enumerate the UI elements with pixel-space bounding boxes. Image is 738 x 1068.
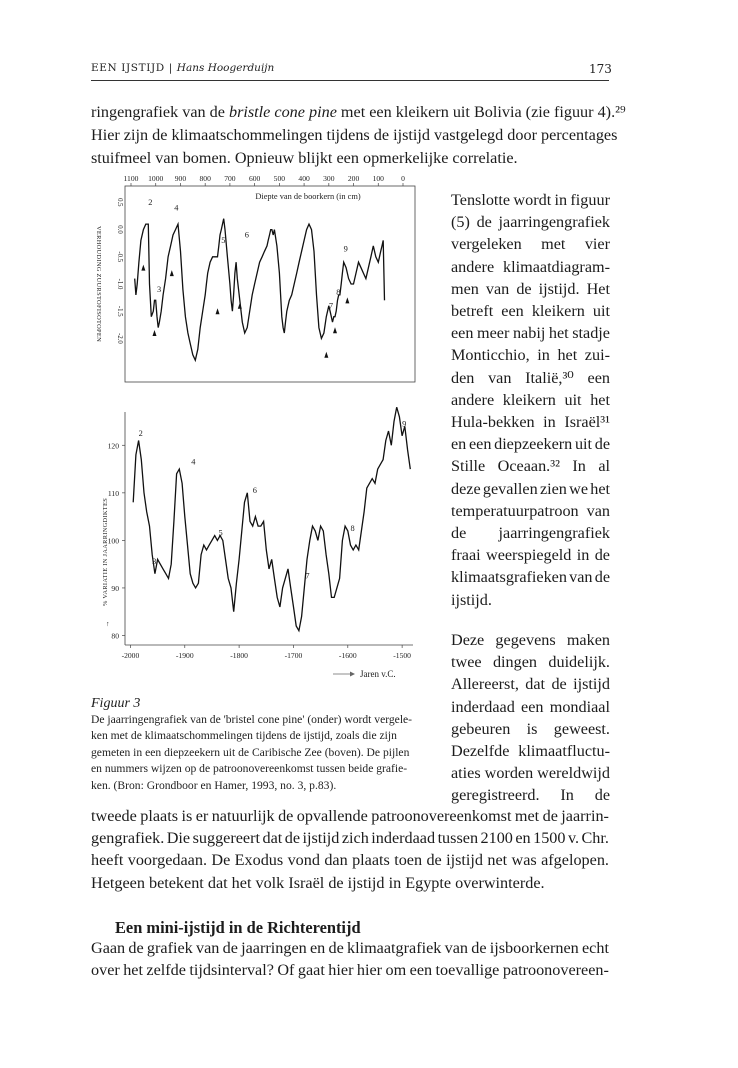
tree-ring-chart <box>102 407 413 679</box>
column-line: Stille Oceaan.³² In al <box>451 457 610 476</box>
tree-ring-annotation: 3 <box>152 557 157 567</box>
body-line: gengrafiek. Die suggereert dat de ijstijd zich inderdaad tussen 2100 en 1500 v. Chr. <box>91 829 609 848</box>
column-line: ijstijd. <box>451 590 492 609</box>
caption-line: gemeten in een diepzeekern uit de Caribische Zee (boven). De pijlen <box>91 745 410 759</box>
isotope-chart-title: Diepte van de boorkern (in cm) <box>255 192 361 201</box>
column-line: inderdaad een mondiaal <box>451 697 610 716</box>
caption-line: en nummers wijzen op de patroonovereenkomst tussen beide grafie- <box>91 762 408 776</box>
isotope-xtick-label: 1100 <box>123 174 139 183</box>
column-line: (5) de jaarringengrafiek <box>451 213 610 232</box>
tree-ring-series-line <box>133 407 410 631</box>
tree-ring-annotation: 7 <box>305 571 310 581</box>
body-line: heeft voorgedaan. De Exodus vond dan plaats toen de ijstijd net was afgelopen. <box>91 851 609 870</box>
tree-ring-ytick-label: 80 <box>111 631 119 641</box>
isotope-ytick-label: 0.5 <box>116 198 123 207</box>
isotope-xtick-label: 900 <box>174 174 187 183</box>
column-line: en een diepzeekern uit de <box>451 435 610 454</box>
running-header <box>91 62 274 74</box>
isotope-ytick-label: 0.0 <box>116 225 123 234</box>
intro-line-1: ringengrafiek van de bristle cone pine met een kleikern uit Bolivia (zie figuur 4).²⁹ <box>91 103 626 121</box>
tree-ring-ytick-label: 100 <box>107 536 119 546</box>
isotope-annotation: 2 <box>148 198 153 208</box>
column-line: geregistreerd. In de <box>451 786 610 805</box>
isotope-xtick-label: 1000 <box>148 174 164 183</box>
isotope-xtick-label: 100 <box>372 174 384 183</box>
isotope-arrow-icon <box>152 330 156 336</box>
column-line: Tenslotte wordt in figuur <box>451 191 610 209</box>
isotope-ytick-label: -0.5 <box>116 251 123 263</box>
isotope-annotation: 7 <box>328 301 334 311</box>
column-line: fraai weerspiegeld in de <box>451 546 610 565</box>
tree-ring-xtick-label: -1800 <box>230 651 248 660</box>
column-line: den van Italië,³⁰ een <box>451 368 610 387</box>
tree-ring-ylabel: % VARIATIE IN JAARRINGDIKTES <box>102 497 109 607</box>
body-line: tweede plaats is er natuurlijk de opvallende patroonovereenkomst met de jaarrin- <box>91 807 609 825</box>
isotope-annotation: 8 <box>336 287 341 297</box>
isotope-xtick-label: 400 <box>298 174 310 183</box>
isotope-ytick-label: -1.0 <box>116 278 123 290</box>
column-line: Dezelfde klimaatfluctu- <box>451 742 610 760</box>
isotope-arrow-icon <box>141 265 145 271</box>
column-line: deze gevallen zien we het <box>451 479 610 498</box>
caption-title: Figuur 3 <box>91 696 141 711</box>
isotope-arrow-icon <box>170 270 174 276</box>
isotope-annotation: 5 <box>221 236 226 246</box>
isotope-xtick-label: 200 <box>347 174 360 183</box>
caption-line: ken. (Bron: Grondboor en Hamer, 1993, no. 3, p.83). <box>91 778 337 792</box>
tree-ring-ytick-label: 90 <box>111 583 119 593</box>
tree-ring-xtick-label: -1500 <box>393 651 411 660</box>
running-author: Hans Hoogerduijn <box>176 62 275 74</box>
isotope-arrow-icon <box>333 327 337 333</box>
isotope-annotation: 4 <box>174 203 179 213</box>
tree-ring-annotation: 9 <box>402 419 407 429</box>
column-line: vergeleken met vier <box>451 235 610 254</box>
isotope-xtick-label: 800 <box>199 174 211 183</box>
isotope-chart-frame <box>125 186 415 382</box>
isotope-annotation: 9 <box>343 244 348 254</box>
isotope-xtick-label: 700 <box>224 174 236 183</box>
intro-line-3: stuifmeel van bomen. Opnieuw blijkt een opmerkelijke correlatie. <box>91 149 518 167</box>
column-line: andere kleikern uit het <box>451 390 610 409</box>
isotope-xtick-label: 300 <box>323 174 335 183</box>
isotope-arrow-icon <box>238 303 242 309</box>
figure-3 <box>88 172 440 692</box>
column-line: een meer nabij het stadje <box>451 324 610 343</box>
running-title: EEN IJSTIJD | <box>91 62 177 74</box>
column-line: de jaarringengrafiek <box>451 524 610 542</box>
isotope-annotation: 3 <box>156 285 162 295</box>
section-heading: Een mini-ijstijd in de Richterentijd <box>115 918 361 937</box>
isotope-series-line <box>135 219 385 361</box>
tree-ring-xlabel: Jaren v.C. <box>360 669 396 679</box>
tree-ring-annotation: 6 <box>252 485 257 495</box>
tree-ring-ytick-label: 110 <box>107 488 119 498</box>
tree-ring-annotation: 8 <box>350 523 355 533</box>
isotope-arrow-icon <box>345 297 349 303</box>
tree-ring-annotation: 4 <box>191 457 196 467</box>
tree-ring-annotation: 2 <box>138 428 143 438</box>
column-line: Monticchio, in het zui- <box>451 346 610 365</box>
isotope-ytick-label: -1.5 <box>116 305 123 317</box>
body-line: Gaan de grafiek van de jaarringen en de klimaatgrafiek van de ijsboorkernen echt <box>91 939 609 957</box>
isotope-xtick-label: 0 <box>401 174 405 183</box>
column-line: Hula-bekken in Israël³¹ <box>451 413 610 431</box>
time-arrow-head-icon <box>350 672 355 677</box>
body-line: Hetgeen betekent dat het volk Israël de ijstijd in Egypte overwinterde. <box>91 873 545 892</box>
column-line: andere klimaatdiagram- <box>451 257 610 276</box>
isotope-xtick-label: 500 <box>273 174 286 183</box>
caption-line: De jaarringengrafiek van de 'bristel cone pine' (onder) wordt vergele- <box>91 713 413 726</box>
column-line: klimaatsgrafieken van de <box>451 568 610 587</box>
tree-ring-annotation: 5 <box>218 528 223 538</box>
isotope-annotation: 6 <box>244 230 249 240</box>
column-line: men van de ijstijd. Het <box>451 279 610 298</box>
page-number: 173 <box>589 62 612 76</box>
column-line: betreft een kleikern uit <box>451 302 610 320</box>
tree-ring-xtick-label: -2000 <box>121 651 140 660</box>
isotope-arrow-icon <box>216 308 220 314</box>
body-line: over het zelfde tijdsinterval? Of gaat hier hier om een toevallige patroonovereen- <box>91 961 609 980</box>
tree-ring-ytick-label: 120 <box>107 441 119 451</box>
column-line: aties worden wereldwijd <box>451 764 610 783</box>
caption-line: ken met de klimaatschommelingen tijdens de ijstijd, zoals die zijn <box>91 729 397 743</box>
column-line: temperatuurpatroon van <box>451 501 610 520</box>
column-line: gebeuren is geweest. <box>451 719 610 738</box>
isotope-arrow-icon <box>324 352 328 358</box>
tree-ring-xtick-label: -1700 <box>284 651 303 660</box>
isotope-xtick-label: 600 <box>248 174 261 183</box>
isotope-ytick-label: -2.0 <box>116 333 123 344</box>
tree-ring-xtick-label: -1900 <box>175 651 194 660</box>
tree-ring-xtick-label: -1600 <box>338 651 357 660</box>
isotope-chart <box>95 174 415 382</box>
column-line: twee dingen duidelijk. <box>451 653 610 672</box>
column-line: Allereerst, dat de ijstijd <box>451 675 610 694</box>
species-name: bristle cone pine <box>228 103 337 121</box>
tree-ring-arrow-icon: ↑ <box>106 620 110 628</box>
column-line: Deze gegevens maken <box>451 631 610 649</box>
isotope-chart-ylabel: VERHOUDING ZUURSTOFISOTOPEN <box>95 226 102 342</box>
intro-line-2: Hier zijn de klimaatschommelingen tijdens de ijstijd vastgelegd door percentages <box>91 126 618 144</box>
header-rule <box>91 80 609 81</box>
